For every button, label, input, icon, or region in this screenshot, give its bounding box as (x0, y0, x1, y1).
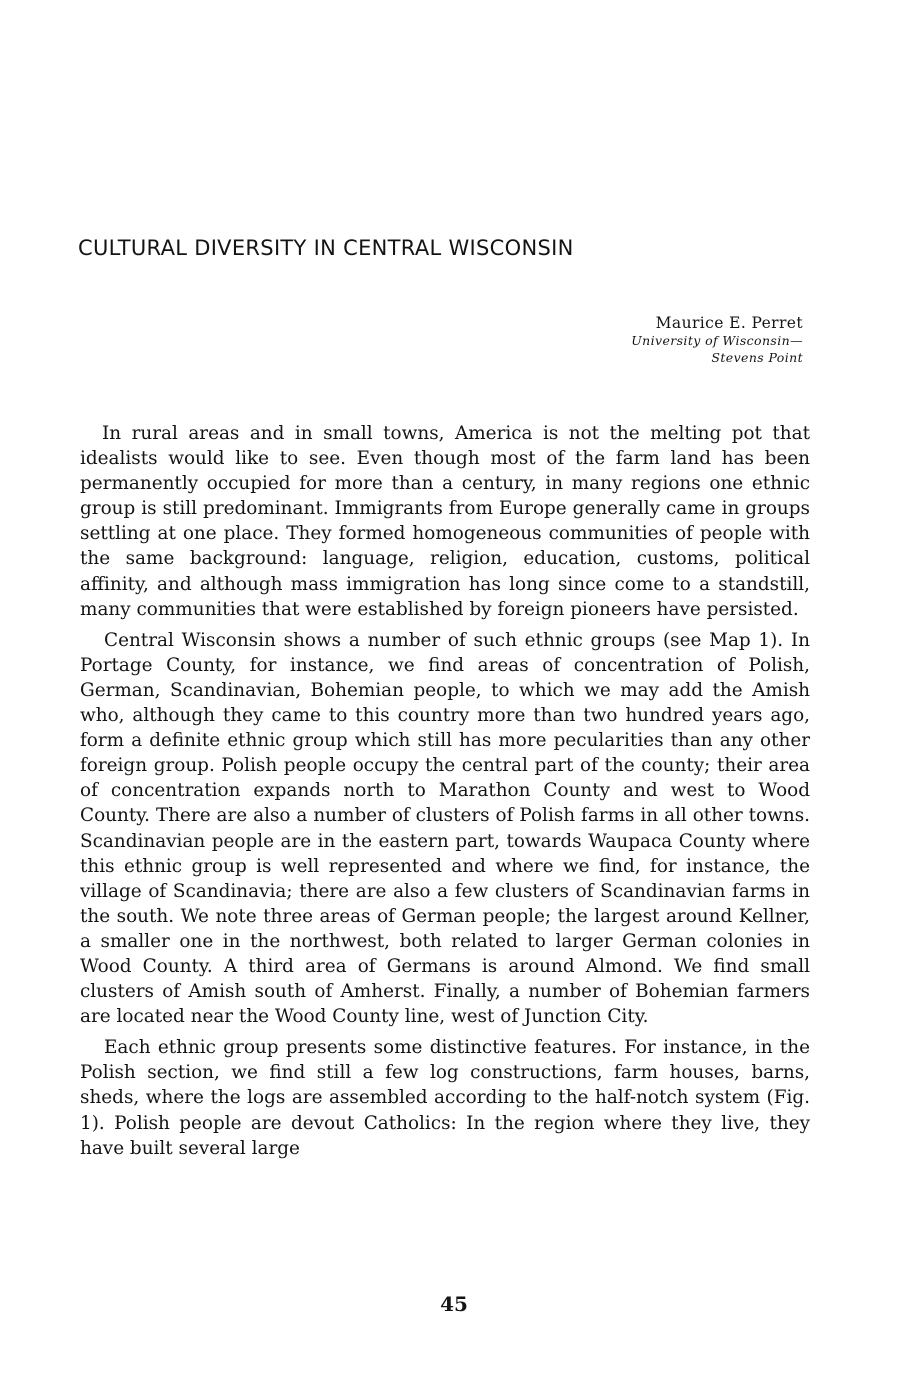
article-body (80, 421, 810, 1167)
author-affiliation-line2: Stevens Point (711, 350, 803, 365)
author-affiliation-line1: University of Wisconsin— (631, 333, 803, 348)
byline (631, 315, 803, 366)
paragraph-2: Central Wisconsin shows a number of such ethnic groups (see Map 1). In Portage County, for instance, we find areas of concentration of Polish, German, Scandinavian, Bohemian people, to which we may add the Amish who, although they came to this country more than two hundred years ago, form a definite ethnic group which still has more pecularities than any other foreign group. Polish people occupy the central part of the county; their area of concentration expands north to Marathon County and west to Wood County. There are also a number of clusters of Polish farms in all other towns. Scandinavian people are in the eastern part, towards Waupaca County where this ethnic group is well represented and where we find, for instance, the village of Scandinavia; there are also a few clusters of Scandinavian farms in the south. We note three areas of German people; the largest around Kellner, a smaller one in the northwest, both related to larger German colonies in Wood County. A third area of Germans is around Almond. We find small clusters of Amish south of Amherst. Finally, a number of Bohemian farmers are located near the Wood County line, west of Junction City. (80, 629, 810, 1028)
author-name: Maurice E. Perret (655, 314, 803, 332)
article-title: CULTURAL DIVERSITY IN CENTRAL WISCONSIN (78, 236, 574, 260)
paragraph-3: Each ethnic group presents some distinctive features. For instance, in the Polish section, we find still a few log constructions, farm houses, barns, sheds, where the logs are assembled according to the half-notch system (Fig. 1). Polish people are devout Catholics: In the region where they live, they have built several large (80, 1037, 810, 1159)
page-number: 45 (440, 1292, 468, 1316)
paragraph-1: In rural areas and in small towns, America is not the melting pot that idealists would like to see. Even though most of the farm land has been permanently occupied for more than a century, in many regions one ethnic group is still predominant. Immigrants from Europe generally came in groups settling at one place. They formed homogeneous communities of people with the same background: language, religion, education, customs, political affinity, and although mass immigration has long since come to a standstill, many communities that were established by foreign pioneers have persisted. (80, 423, 810, 620)
